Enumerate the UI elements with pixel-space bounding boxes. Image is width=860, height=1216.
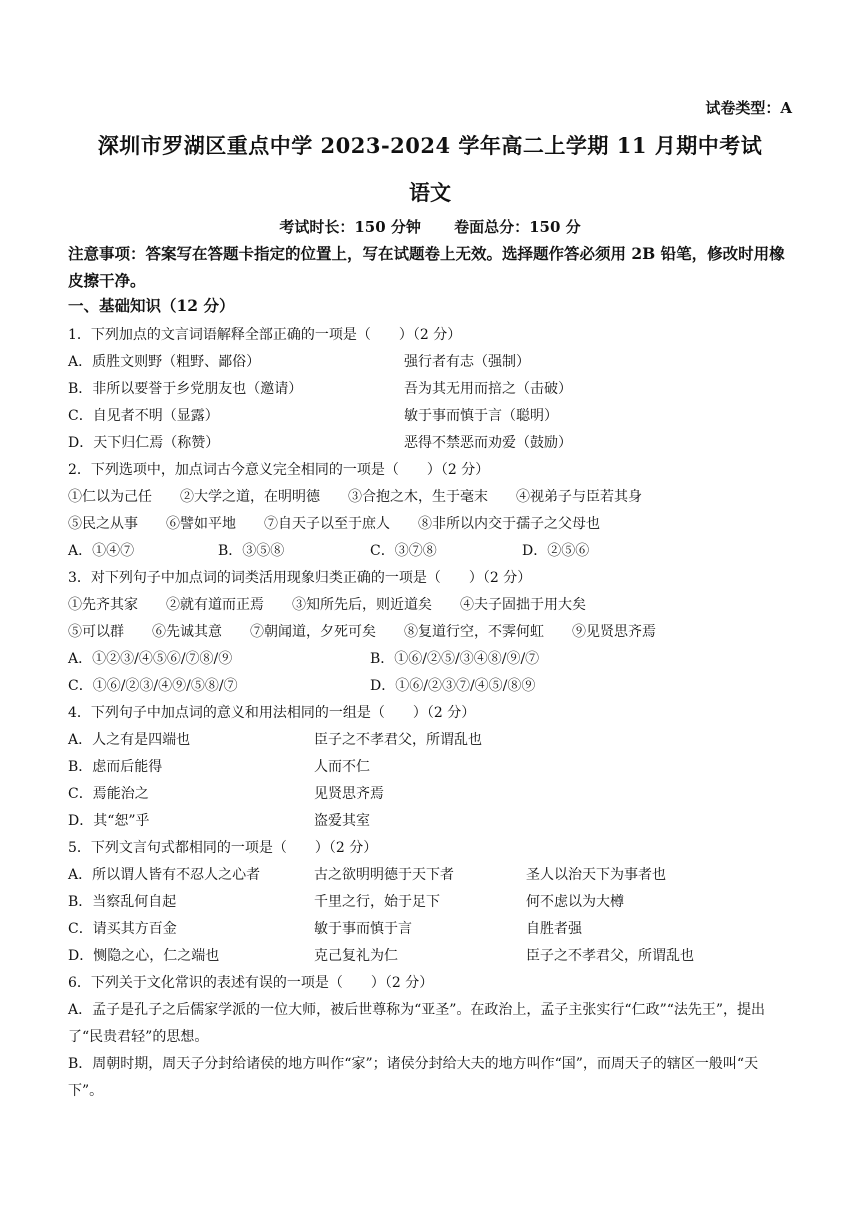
subject-title: 语文 (409, 180, 451, 205)
q3-option-d: D．①⑥/②③⑦/④⑤/⑧⑨ (370, 678, 536, 694)
q3-option-b: B．①⑥/②⑤/③④⑧/⑨/⑦ (370, 651, 540, 667)
q1-stem: 1．下列加点的文言词语解释全部正确的一项是（ ）（2 分） (68, 327, 462, 343)
q5-option-b-col1: B．当察乱何自起 (68, 894, 177, 910)
q1-option-c-right: 敏于事而慎于言（聪明） (404, 408, 558, 424)
q3-option-a: A．①②③/④⑤⑥/⑦⑧/⑨ (68, 651, 233, 667)
q5-option-row (68, 862, 793, 889)
q3-items-line1: ①先齐其家 ②就有道而正焉 ③知所先后，则近道矣 ④夫子固拙于用大矣 (68, 597, 586, 613)
duration: 考试时长：150 分钟 (279, 218, 421, 236)
q5-stem: 5．下列文言句式都相同的一项是（ ）（2 分） (68, 840, 378, 856)
q1-option-d-left: D．天下归仁焉（称赞） (68, 435, 220, 451)
q1-option-row (68, 430, 793, 457)
q2-options (68, 538, 793, 565)
q4-option-c-right: 见贤思齐焉 (314, 786, 384, 802)
q3-option-c: C．①⑥/②③/④⑨/⑤⑧/⑦ (68, 678, 238, 694)
q4-option-d-right: 盗爱其室 (314, 813, 370, 829)
q1-option-row (68, 376, 793, 403)
q4-option-d-left: D．其“恕”乎 (68, 813, 150, 829)
q5-option-d-col1: D．恻隐之心，仁之端也 (68, 948, 220, 964)
q1-option-d-right: 恶得不禁恶而劝爱（鼓励） (404, 435, 572, 451)
q5-option-d-col2: 克己复礼为仁 (314, 948, 398, 964)
total-score: 卷面总分：150 分 (454, 218, 581, 236)
q5-option-a-col2: 古之欲明明德于天下者 (314, 867, 454, 883)
paper-type-label: 试卷类型：A (705, 99, 792, 117)
q5-option-row (68, 889, 793, 916)
q2-option-c: C．③⑦⑧ (370, 543, 437, 559)
q4-option-row (68, 754, 793, 781)
q6-option-b: B．周朝时期，周天子分封给诸侯的地方叫作“家”；诸侯分封给大夫的地方叫作“国”，而周天子的辖区一般叫“天下”。 (68, 1056, 759, 1099)
q4-option-row (68, 781, 793, 808)
q5-option-b-col3: 何不虑以为大樽 (526, 894, 624, 910)
exam-title: 深圳市罗湖区重点中学 2023-2024 学年高二上学期 11 月期中考试 (97, 133, 763, 158)
q2-option-b: B．③⑤⑧ (218, 543, 285, 559)
q4-option-c-left: C．焉能治之 (68, 786, 149, 802)
q2-option-d: D．②⑤⑥ (522, 543, 590, 559)
q4-option-row (68, 727, 793, 754)
questions (68, 322, 793, 1105)
q5-option-c-col1: C．请买其方百金 (68, 921, 177, 937)
q2-items-line2: ⑤民之从事 ⑥譬如平地 ⑦自天子以至于庶人 ⑧非所以内交于孺子之父母也 (68, 516, 600, 532)
q3-option-row (68, 646, 793, 673)
notice: 注意事项：答案写在答题卡指定的位置上，写在试题卷上无效。选择题作答必须用 2B 铅笔，修改时用橡皮擦干净。 (68, 244, 785, 290)
q4-option-a-right: 臣子之不孝君父，所谓乱也 (314, 732, 482, 748)
q3-option-row (68, 673, 793, 700)
q2-stem: 2．下列选项中，加点词古今意义完全相同的一项是（ ）（2 分） (68, 462, 490, 478)
q1-option-c-left: C．自见者不明（显露） (68, 408, 219, 424)
q5-option-b-col2: 千里之行，始于足下 (314, 894, 440, 910)
q3-items-line2: ⑤可以群 ⑥先诚其意 ⑦朝闻道，夕死可矣 ⑧复道行空，不霁何虹 ⑨见贤思齐焉 (68, 624, 656, 640)
q2-option-a: A．①④⑦ (68, 543, 135, 559)
q4-option-b-right: 人而不仁 (314, 759, 370, 775)
q5-option-c-col3: 自胜者强 (526, 921, 582, 937)
q1-option-b-left: B．非所以要誉于乡党朋友也（邀请） (68, 381, 303, 397)
q4-stem: 4．下列句子中加点词的意义和用法相同的一组是（ ）（2 分） (68, 705, 476, 721)
q5-option-a-col1: A．所以谓人皆有不忍人之心者 (68, 867, 261, 883)
q5-option-c-col2: 敏于事而慎于言 (314, 921, 412, 937)
q4-option-a-left: A．人之有是四端也 (68, 732, 191, 748)
q1-option-row (68, 349, 793, 376)
q3-stem: 3．对下列句子中加点词的词类活用现象归类正确的一项是（ ）（2 分） (68, 570, 532, 586)
q5-option-d-col3: 臣子之不孝君父，所谓乱也 (526, 948, 694, 964)
q1-option-a-right: 强行者有志（强制） (404, 354, 530, 370)
q5-option-a-col3: 圣人以治天下为事者也 (526, 867, 666, 883)
q6-option-a: A．孟子是孔子之后儒家学派的一位大师，被后世尊称为“亚圣”。在政治上，孟子主张实行“仁政”“法先王”，提出了“民贵君轻”的思想。 (68, 1002, 766, 1045)
q4-option-b-left: B．虑而后能得 (68, 759, 163, 775)
q5-option-row (68, 943, 793, 970)
q1-option-b-right: 吾为其无用而掊之（击破） (404, 381, 572, 397)
q2-items-line1: ①仁以为己任 ②大学之道，在明明德 ③合抱之木，生于毫末 ④视弟子与臣若其身 (68, 489, 642, 505)
q4-option-row (68, 808, 793, 835)
q1-option-row (68, 403, 793, 430)
q6-stem: 6．下列关于文化常识的表述有误的一项是（ ）（2 分） (68, 975, 434, 991)
section-heading: 一、基础知识（12 分） (68, 296, 235, 315)
q5-option-row (68, 916, 793, 943)
q1-option-a-left: A．质胜文则野（粗野、鄙俗） (68, 354, 261, 370)
exam-meta (0, 216, 860, 237)
